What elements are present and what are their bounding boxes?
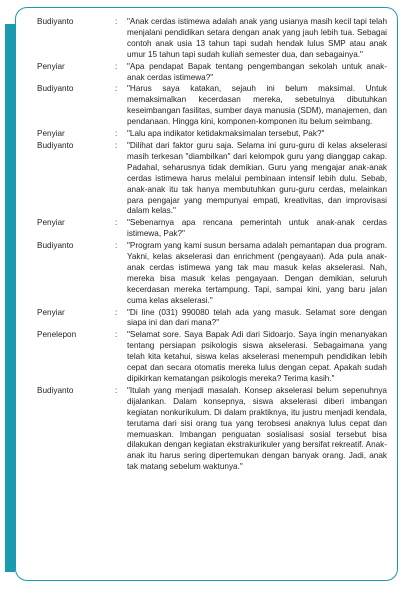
colon-separator: : — [115, 241, 118, 251]
speaker-name: Budiyanto — [37, 241, 74, 251]
utterance: "Selamat sore. Saya Bapak Adi dari Sidoarjo. Saya ingin menanyakan tentang persiapan psikologis siswa akselerasi. Sebagaimana yang telah kita ketahui, siswa kelas akselerasi menempuh pendidikan lebih cepat dan secara otomatis mereka lulus dengan cepat. Apakah sudah dipikirkan kematangan psikologis mereka? Terima kasih." — [127, 330, 387, 383]
speaker-name: Penyiar — [37, 129, 65, 139]
speaker-name: Budiyanto — [37, 140, 74, 150]
dialogue-line — [37, 62, 387, 84]
speaker-name: Penyiar — [37, 218, 65, 228]
speaker-name: Budiyanto — [37, 17, 74, 26]
utterance: "Harus saya katakan, sejauh ini belum maksimal. Untuk memaksimalkan kecerdasan mereka, sebetulnya dibutuhkan keseimbangan fasilitas, sumber daya manusia (SDM), manajemen, dan pendanaan. Hingga kini, komponen-komponen itu belum seimbang. — [127, 84, 387, 127]
dialogue-line — [37, 17, 387, 61]
utterance: "Dilihat dari faktor guru saja. Selama ini guru-guru di kelas akselerasi masih terkesan "diambilkan" dari kelompok guru yang dianggap cakap. Padahal, seharusnya tidak demikian. Guru yang mengajar anak-anak cerdas istimewa harus melalui pembinaan intensif lebih dulu. Sebab, anak-anak itu tak hanya membutuhkan guru-guru cerdas, melainkan para pengajar yang mempunyai empati, kreativitas, dan improvisasi dalam kelas." — [127, 140, 387, 216]
dialogue-line — [37, 141, 387, 217]
colon-separator: : — [115, 84, 118, 94]
speaker-name: Penyiar — [37, 61, 65, 71]
utterance: "Sebenarnya apa rencana pemerintah untuk anak-anak cerdas istimewa, Pak?" — [127, 218, 387, 239]
colon-separator: : — [115, 129, 118, 139]
colon-separator: : — [115, 140, 118, 150]
utterance: "Itulah yang menjadi masalah. Konsep akselerasi belum sepenuhnya dijalankan. Dalam konsepnya, siswa akselerasi diberi imbangan kegiatan nonkurikulum. Di dalam praktiknya, itu justru menjadi kendala, terutama dari sisi orang tua yang terobsesi anaknya lulus cepat dan memuaskan. Imbangan penguatan sosialisasi sosial tersebut bisa dilakukan dengan kegiatan ekstrakurikuler yang bersifat rekreatif. Anak-anak itu harus sering dipertemukan dengan banyak orang. Jadi, anak tak matang sebelum waktunya." — [127, 385, 387, 472]
colon-separator: : — [115, 385, 118, 395]
utterance: "Anak cerdas istimewa adalah anak yang usianya masih kecil tapi telah menjalani pendidikan setara dengan anak yang jauh lebih tua. Sebagai contoh anak usia 13 tahun tapi sudah hendak lulus SMP atau anak umur 15 tahun tapi sudah kuliah semester dua, dan sebagainya." — [127, 17, 387, 59]
colon-separator: : — [115, 307, 118, 317]
speaker-name: Budiyanto — [37, 385, 74, 395]
utterance: "Program yang kami susun bersama adalah pemantapan dua program. Yakni, kelas akselerasi dan enrichment (pengayaan). Ada pula anak-anak cerdas istimewa yang tak mau masuk kelas akselerasi. Nah, mereka bisa masuk kelas pengayaan. Dengan demikian, seluruh kecerdasan mereka tertampung. Tapi, sampai kini, yang baru jalan cuma kelas akselerasi." — [127, 241, 387, 305]
colon-separator: : — [115, 330, 118, 340]
dialogue-line — [37, 308, 387, 330]
dialogue-line — [37, 330, 387, 385]
utterance: "Lalu apa indikator ketidakmaksimalan tersebut, Pak?" — [127, 129, 325, 139]
dialogue-line — [37, 241, 387, 306]
speaker-name: Budiyanto — [37, 84, 74, 94]
utterance: "Di line (031) 990080 telah ada yang masuk. Selamat sore dengan siapa ini dan dari mana?" — [127, 307, 387, 328]
colon-separator: : — [115, 218, 118, 228]
speaker-name: Penelepon — [37, 330, 77, 340]
left-accent-bar — [5, 24, 15, 572]
colon-separator: : — [115, 17, 118, 26]
dialogue-line — [37, 129, 387, 140]
dialogue-line — [37, 386, 387, 473]
dialogue-transcript — [37, 17, 387, 474]
speaker-name: Penyiar — [37, 307, 65, 317]
colon-separator: : — [115, 61, 118, 71]
dialogue-line — [37, 84, 387, 128]
dialogue-line — [37, 218, 387, 240]
utterance: "Apa pendapat Bapak tentang pengembangan sekolah untuk anak-anak cerdas istimewa?" — [127, 61, 387, 82]
